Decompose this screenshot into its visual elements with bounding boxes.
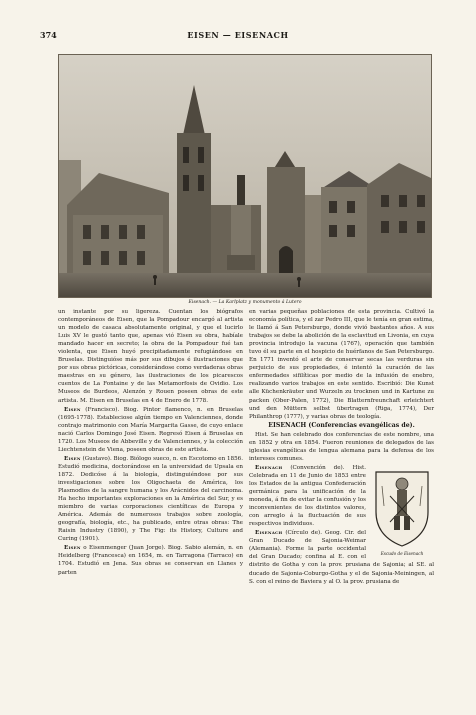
left-column bbox=[58, 308, 243, 578]
running-header bbox=[40, 30, 436, 42]
headword: Eisen bbox=[64, 545, 81, 552]
section-heading: EISENACH (Conferencias evangélicas de). bbox=[268, 421, 415, 429]
entry-text: (Círculo de). Geog. Cir. del Gran Ducado de Sajonia-Weimar (Alemania). Forme la parte occidental del Gran Ducado; confina al E. con el distrito de Gotha y con la prov. prusiana de Sajonia; al SE. al ducado de Sajonia-Coburgo-Gotha y el de Sajonia-Meiningen, al S. con el reino de Baviera y al O. la prov. prusiana de bbox=[249, 530, 434, 585]
entry-conferencias: Hist. Se han celebrado dos conferencias de este nombre, una en 1852 y otra en 1854. Fueron reuniones de delegados de las iglesias evangélicas de lengua alemana para la defensa de los intereses comunes. bbox=[249, 431, 434, 462]
eisenach-photograph bbox=[58, 54, 432, 298]
entry-text: (Convención de). Hist. Celebrada en 11 de Junio de 1853 entre los Estados de la antigua Confederación germánica para la unificación de la moneda, á fin de evitar la confusión y los inconvenientes de los distintos valores, con arreglo á la fluctuación de sus respectivos individuos. bbox=[249, 464, 367, 528]
right-column bbox=[249, 308, 434, 587]
entry-eisen-francisco bbox=[58, 406, 243, 454]
entry-text: (Gustavo). Biog. Biólogo sueco, n. en Escotomo en 1856. Estudió medicina, doctorándose en la universidad de Upsala en 1872. Dedicóse á la biología, distinguiéndose por sus investigaciones sobre los Oligochaeta de América, los Plasmodios de la sangre humana y los Arácnidos del carcinoma. Ha hecho importantes exploraciones en la América del Sur, y es miembro de varias corporaciones científicas de Europa y América. Además de numerosos trabajos sobre zoología, geografía, biología, etc., ha publicado, entre otras obras: The Raisin Industry (1890), y The Fig: its History, Culture and Curing (1901). bbox=[58, 455, 244, 543]
headword: Eisen bbox=[64, 406, 81, 413]
eisenach-square-image bbox=[59, 55, 432, 298]
entry-eisen-juan-jorge bbox=[58, 544, 243, 576]
entry-eisen-gustavo bbox=[58, 455, 243, 544]
coat-of-arms-caption: Escudo de Eisenach bbox=[380, 550, 424, 556]
paragraph-continuation: en varias pequeñas poblaciones de esta provincia. Cultivó la economía política, y el zar Pedro III, que le tenía en gran estima, le llamó á San Petersburgo, donde vivió bastantes años. A sus trabajos se debe la abolición de la esclavitud en Livonia, en cuya provincia introdujo la vacuna (1767), operación que también tuvo él su parte en el hospicio de huérfanos de San Petersburgo. En 1771 inventó el arte de conservar secas las verduras sin perjuicio de sus propiedades, é intentó la curación de las enfermedades sifilíticas por medio de la infusión de enebro, realizando varios trabajos en este sentido. Escribió: Die Kunst alle Küchenkräuter und Wurzeln zu trocknen und in Kartune zu packen (Ober-Palen, 1772), Die Blatternfreunchaft erleichtert und den Müttern selbst übertragen (Riga, 1774), Der Philanthrop (1777), y varias obras de teología. bbox=[249, 309, 434, 420]
headword: Eisenach bbox=[255, 464, 283, 471]
running-title: EISEN — EISENACH bbox=[187, 30, 289, 40]
coat-of-arms-figure bbox=[370, 466, 434, 558]
entry-text: o Eisenmenger (Juan Jorge). Biog. Sabio alemán, n. en Heidelberg (Francesca) en 1654, m. en Tarragona (Tarraco) en 1704. Estudió en Jena. Sus obras se conservan en Llanes y parten bbox=[58, 545, 243, 576]
page-number: 374 bbox=[40, 30, 57, 40]
headword: Eisen bbox=[64, 455, 81, 462]
coat-of-arms-icon bbox=[370, 466, 434, 550]
headword: Eisenach bbox=[255, 530, 283, 537]
entry-text: (Francisco). Biog. Pintor flamenco, n. en Bruselas (1695-1778). Estableciose algún tiempo en Valenciennes, donde contrajo matrimonio con María Margarita Gasse, de cuyo enlace nació Carlos Domingo José Eisen. Regresó Eisen á Bruselas en 1720. Los Museos de Abbeville y de Valenciennes, y la colección Liechtenstein de Viena, poseen obras de este artista. bbox=[58, 406, 244, 453]
figure-caption: Eisenach. — La Karlplatz y monumento á Lutero bbox=[188, 300, 302, 305]
paragraph-continuation: un instante por su ligereza. Cuentan los biógrafos contemporáneos de Eisen, que la Pompadour encargó al artista un modelo de casaca absolutamente original, y que el lucirlo Luis XV le gustó tanto que, apenas vió Eisen su obra, habíale mandado hacer en secreto; la obra de la Pompadour fué tan violenta, que Eisen huyó precipitadamente refugiándose en Bruselas. Distinguióse más por sus dibujos é ilustraciones que por sus obras pictóricas, considerándose como verdaderas obras maestras en su género, las ilustraciones de los picarescos cuentos de La Fontaine y de las Metamorfosis de Ovidio. Los Museos de Burdeos, Alenzón y Rouen poseen obras de este artista. M. Eisen en Bruselas en 4 de Enero de 1778. bbox=[58, 309, 243, 404]
